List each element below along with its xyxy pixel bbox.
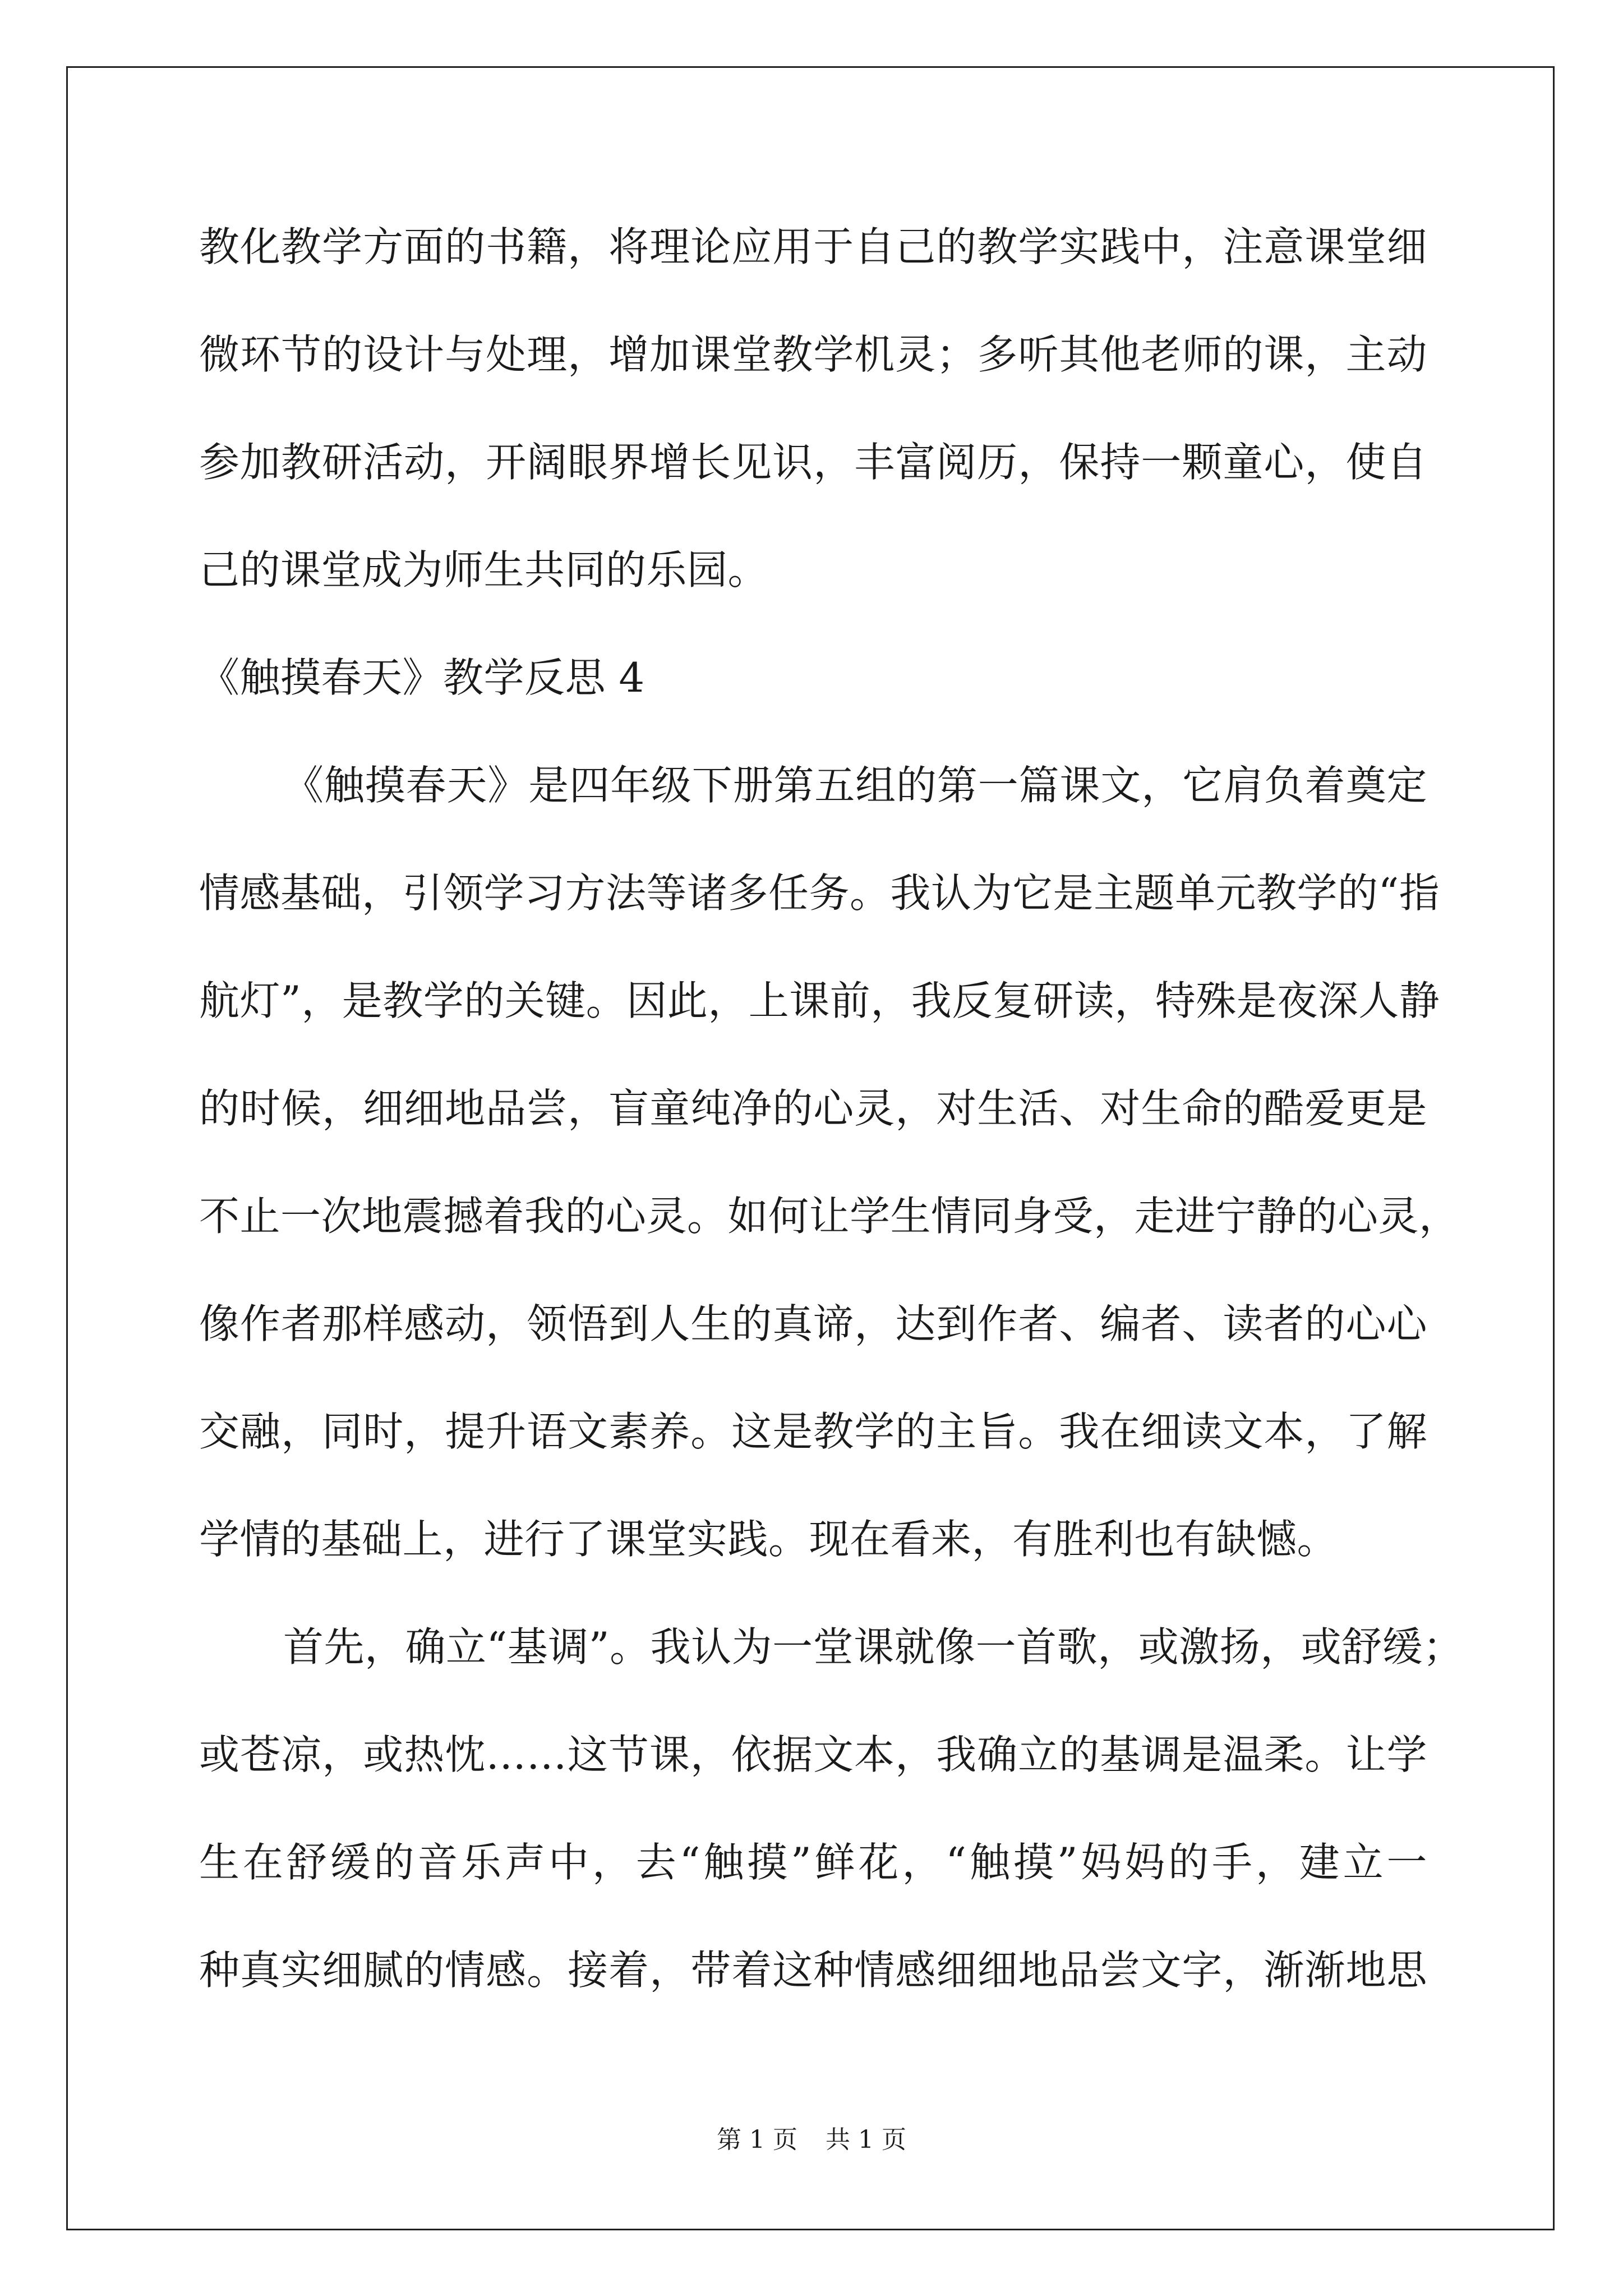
paragraph-line: 首先，确立“基调”。我认为一堂课就像一首歌，或激扬，或舒缓； — [283, 1623, 1464, 1671]
paragraph-line: 情感基础，引领学习方法等诸多任务。我认为它是主题单元教学的“指 — [199, 869, 1440, 917]
paragraph-line: 己的课堂成为师生共同的乐园。 — [199, 546, 769, 593]
paragraph-line: 生在舒缓的音乐声中，去“触摸”鲜花，“触摸”妈妈的手，建立一 — [199, 1839, 1427, 1886]
paragraph-line: 教化教学方面的书籍，将理论应用于自己的教学实践中，注意课堂细 — [199, 223, 1427, 270]
paragraph-line: 种真实细腻的情感。接着，带着这种情感细细地品尝文字，渐渐地思 — [199, 1947, 1427, 1994]
paragraph-line: 或苍凉，或热忱……这节课，依据文本，我确立的基调是温柔。让学 — [199, 1731, 1427, 1778]
paragraph-line: 不止一次地震撼着我的心灵。如何让学生情同身受，走进宁静的心灵， — [199, 1193, 1460, 1240]
page-total: 共 1 页 — [826, 2125, 906, 2154]
page-footer — [0, 2123, 1623, 2157]
paragraph-line: 的时候，细细地品尝，盲童纯净的心灵，对生活、对生命的酷爱更是 — [199, 1085, 1427, 1132]
paragraph-line: 参加教研活动，开阔眼界增长见识，丰富阅历，保持一颗童心，使自 — [199, 439, 1427, 486]
paragraph-line: 《触摸春天》是四年级下册第五组的第一篇课文，它肩负着奠定 — [283, 762, 1427, 809]
section-heading: 《触摸春天》教学反思 4 — [199, 654, 645, 701]
paragraph-line: 交融，同时，提升语文素养。这是教学的主旨。我在细读文本，了解 — [199, 1408, 1427, 1455]
paragraph-line: 像作者那样感动，领悟到人生的真谛，达到作者、编者、读者的心心 — [199, 1300, 1427, 1347]
paragraph-line: 学情的基础上，进行了课堂实践。现在看来，有胜利也有缺憾。 — [199, 1516, 1338, 1563]
page-border — [66, 66, 1555, 2230]
paragraph-line: 微环节的设计与处理，增加课堂教学机灵；多听其他老师的课，主动 — [199, 331, 1427, 378]
paragraph-line: 航灯”，是教学的关键。因此，上课前，我反复研读，特殊是夜深人静 — [199, 977, 1440, 1024]
page-number: 第 1 页 — [717, 2125, 797, 2154]
